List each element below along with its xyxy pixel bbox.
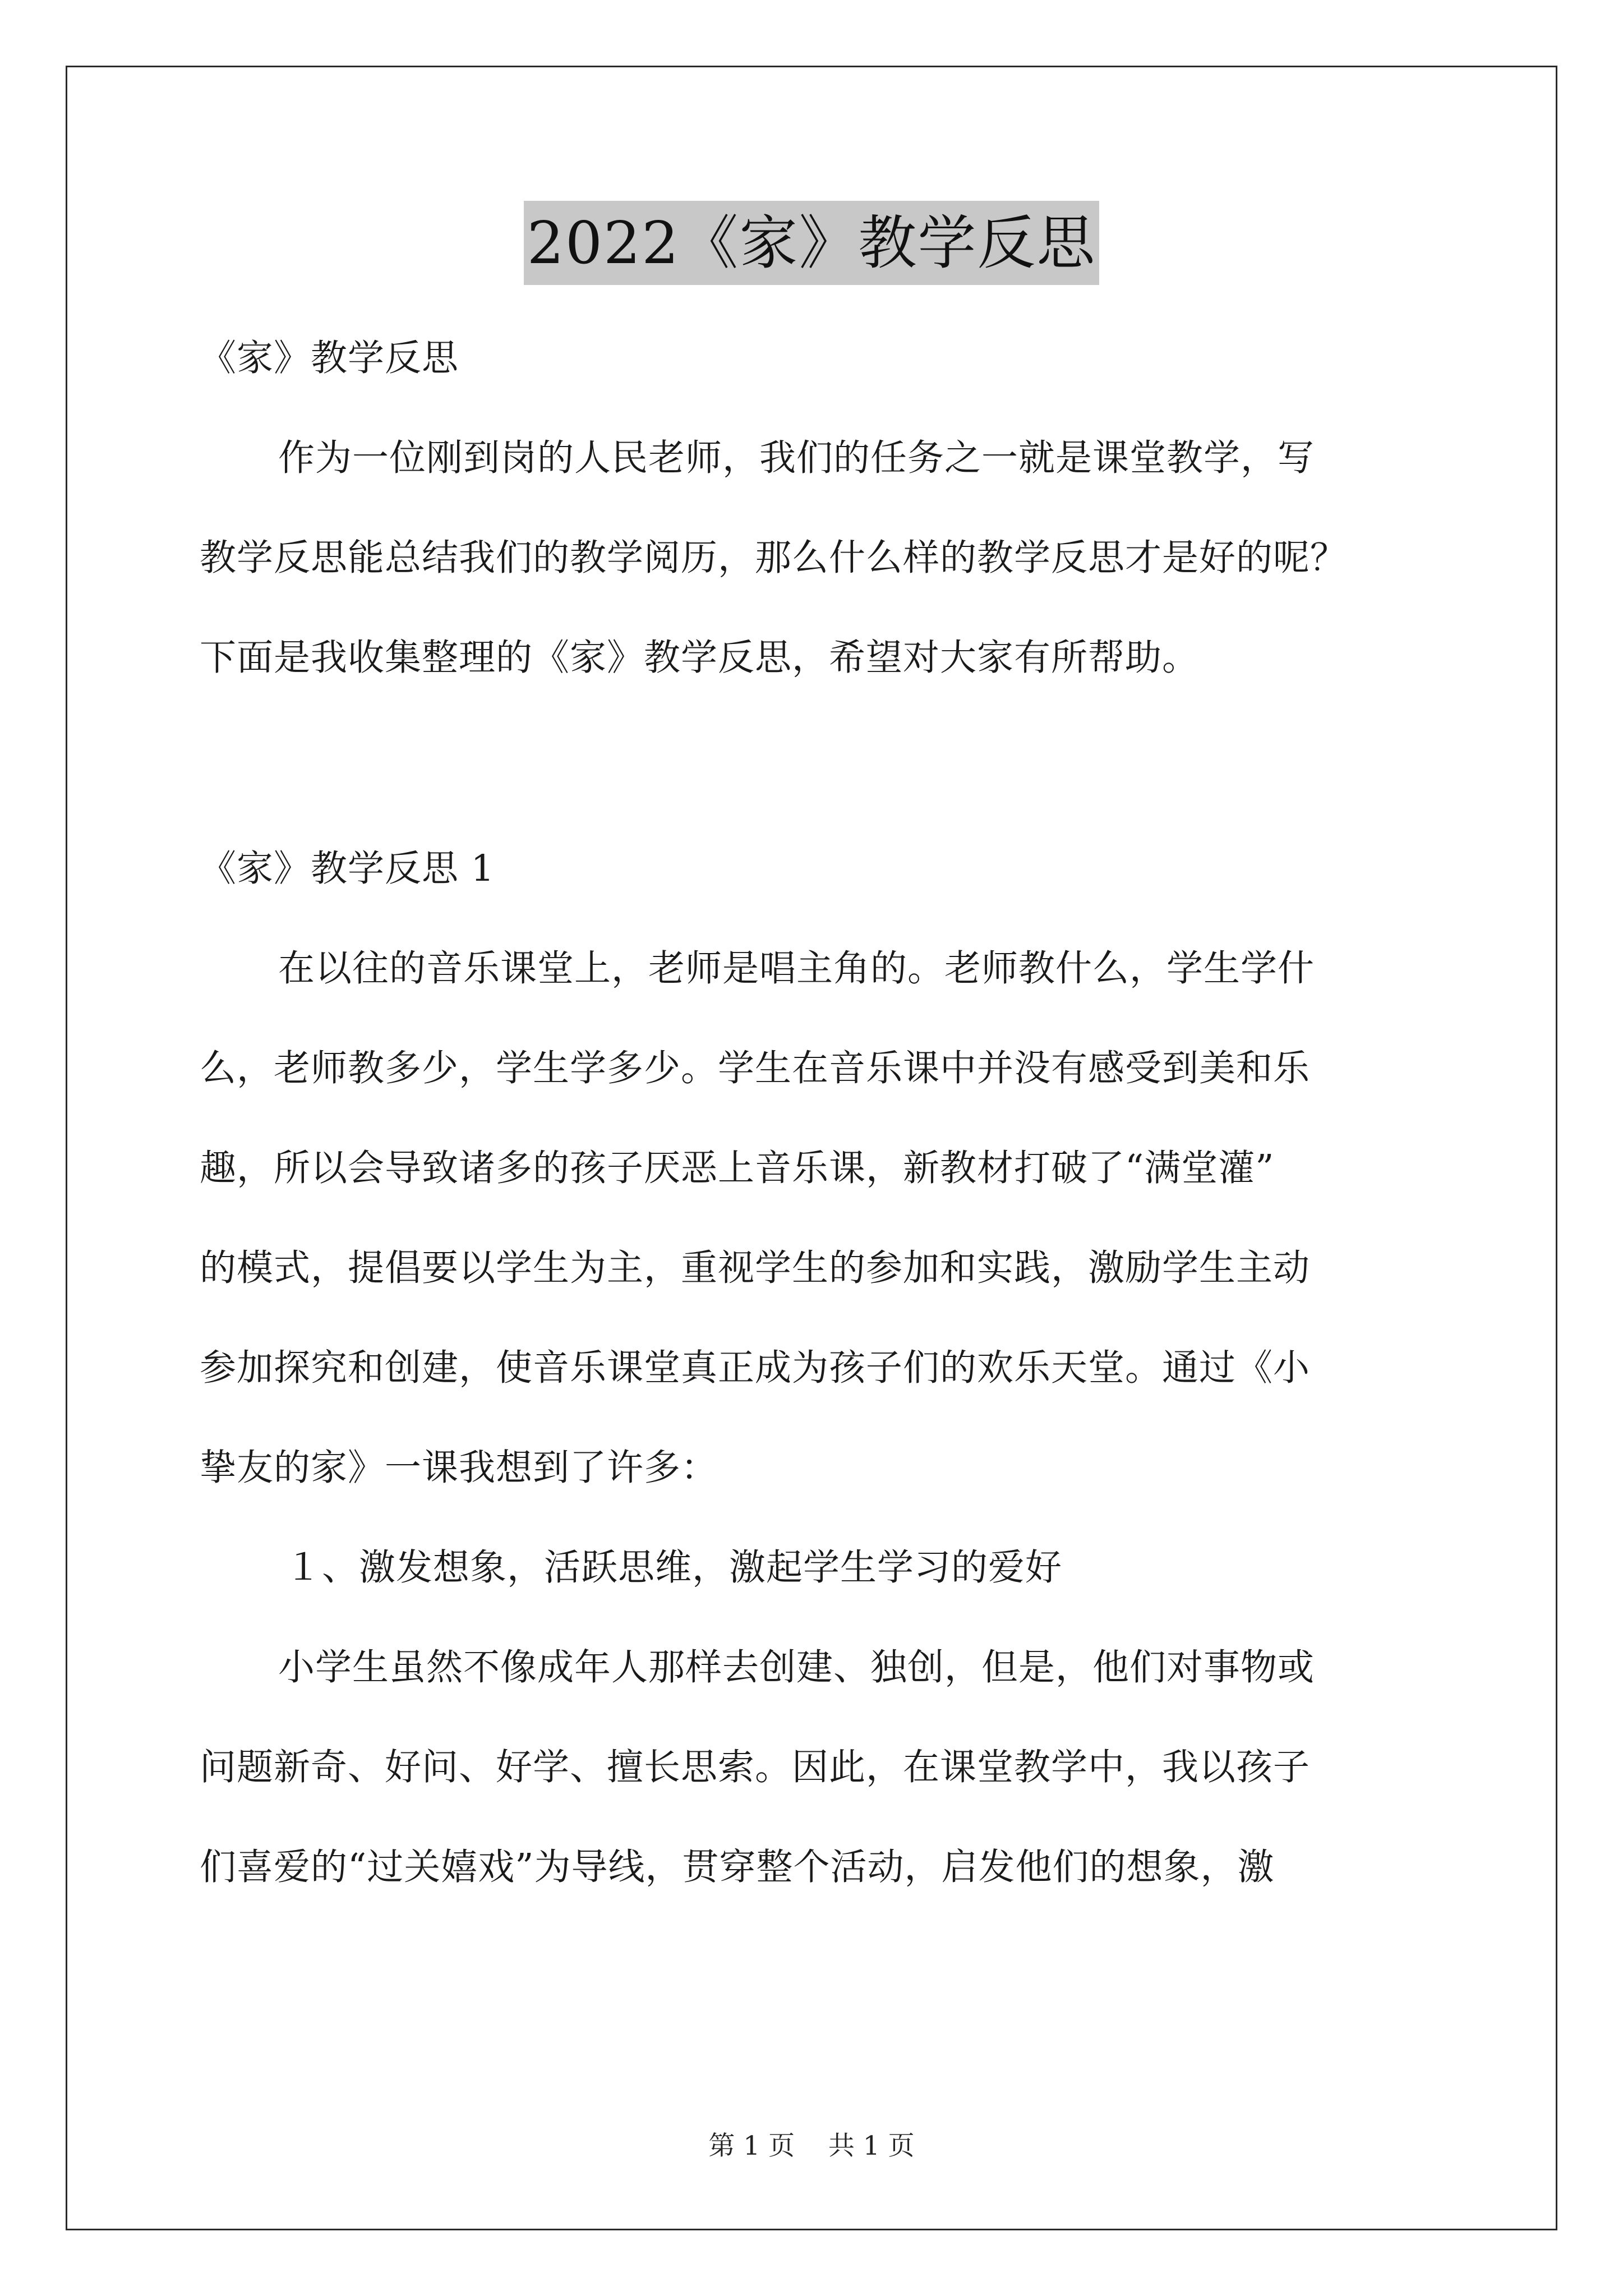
paragraph-line: 参加探究和创建，使音乐课堂真正成为孩子们的欢乐天堂。通过《小 (200, 1347, 1311, 1389)
paragraph-line: 问题新奇、好问、好学、擅长思索。因此，在课堂教学中，我以孩子 (200, 1746, 1311, 1788)
paragraph-line: 们喜爱的“过关嬉戏”为导线，贯穿整个活动，启发他们的想象，激 (200, 1846, 1275, 1888)
document-body (200, 309, 1433, 1917)
paragraph-line: 挚友的家》一课我想到了许多： (200, 1447, 718, 1489)
paragraph-line: 趣，所以会导致诸多的孩子厌恶上音乐课，新教材打破了“满堂灌” (200, 1147, 1275, 1189)
paragraph-gap (200, 708, 1433, 819)
section-heading: 《家》教学反思 (200, 337, 459, 379)
section-heading: 《家》教学反思 1 (200, 848, 495, 890)
list-item-heading: １、激发想象，活跃思维，激起学生学习的爱好 (285, 1547, 1063, 1589)
paragraph-line: 在以往的音乐课堂上，老师是唱主角的。老师教什么，学生学什 (278, 947, 1315, 990)
page-footer: 第 1 页 共 1 页 (708, 2131, 915, 2161)
document-title: 2022《家》教学反思 (524, 201, 1100, 285)
paragraph-line: 下面是我收集整理的《家》教学反思，希望对大家有所帮助。 (200, 637, 1200, 679)
paragraph-line: 作为一位刚到岗的人民老师，我们的任务之一就是课堂教学，写 (278, 437, 1315, 479)
paragraph-line: 教学反思能总结我们的教学阅历，那么什么样的教学反思才是好的呢？ (200, 537, 1348, 579)
paragraph-line: 的模式，提倡要以学生为主，重视学生的参加和实践，激励学生主动 (200, 1247, 1311, 1289)
paragraph-line: 么，老师教多少，学生学多少。学生在音乐课中并没有感受到美和乐 (200, 1047, 1311, 1089)
paragraph-line: 小学生虽然不像成年人那样去创建、独创，但是，他们对事物或 (278, 1646, 1315, 1688)
title-area (0, 201, 1623, 285)
